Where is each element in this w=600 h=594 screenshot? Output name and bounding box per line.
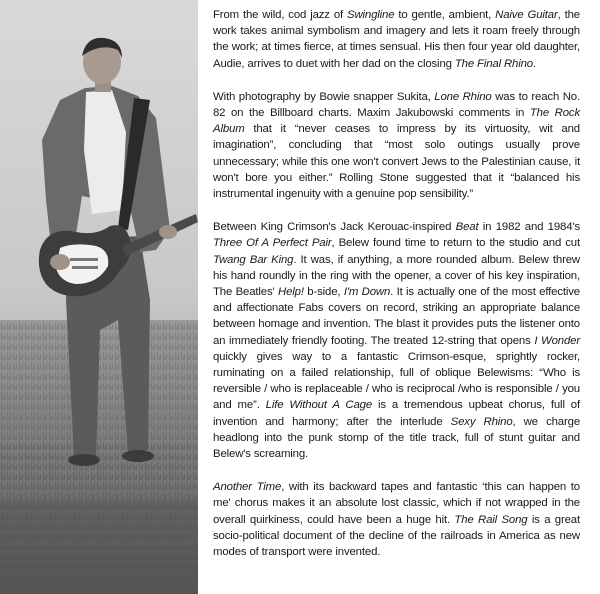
text-run: , Belew found time to return to the studio and cut xyxy=(331,237,580,250)
italic-title: Three Of A Perfect Pair xyxy=(213,237,332,250)
text-run: that it “never ceases to impress by its virtuosity, wit and imagination”, concluding that “most solo outings usually prove unnecessary; while this one won't convert Jews to the Palestinian cause, it won't bore you either.” Rolling Stone suggested that it “balanced his instrumental ingenuity with a genuine pop sensibility.” xyxy=(213,123,580,201)
text-run: quickly gives way to a fantastic Crimson-esque, sprightly rocker, ruminating on a failed relationship, full of oblique Belewisms: “Who is reversible / who is replaceable / who is reciprocal /who is responsible / you and me”. xyxy=(213,350,580,412)
article-text xyxy=(213,7,580,560)
italic-title: The Final Rhino xyxy=(454,57,533,70)
text-run: , with its backward tapes and fantastic ‘this can happen to me' chorus makes it an absolute lost classic, which if not wrapped in the overall quirkiness, could have been a huge hit. xyxy=(213,481,580,526)
text-run: , the work takes animal symbolism and imagery and lets it roam freely through the work; at times fierce, at times sensual. His then four year old daughter, Audie, arrives to duet with her dad on the closing xyxy=(213,9,580,70)
paragraph-2 xyxy=(213,89,580,202)
text-run: to gentle, ambient, xyxy=(394,9,496,21)
text-run: in 1982 and 1984's xyxy=(478,221,580,234)
man-with-guitar-photo xyxy=(0,0,198,594)
paragraph-4 xyxy=(213,479,580,560)
text-run: . It is actually one of the most effective and affectionate Fabs covers on record, striking an appropriate balance between homage and invention. The blast it provides puts the listener onto an immediately friendly footing. The treated 12-string that opens xyxy=(213,286,580,347)
text-run: , we charge headlong into the punk stomp of the title track, full of stunt guitar and Belew's screaming. xyxy=(213,415,581,461)
text-run: With photography by Bowie snapper Sukita, xyxy=(213,90,435,103)
italic-title: Another Time xyxy=(213,481,282,494)
text-run: . It was, if anything, a more rounded album. Belew threw his hand roundly in the ring with the opener, a cover of his key inspiration, The Beatles' xyxy=(213,253,580,299)
text-run: is a tremendous upbeat chorus, full of invention and harmony; after the interlude xyxy=(213,399,580,428)
italic-title: I'm Down xyxy=(343,286,391,299)
italic-title: Naive Guitar xyxy=(495,9,558,21)
italic-title: The Rail Song xyxy=(454,513,528,526)
text-run: is a great socio-political document of the decline of the railroads in America as new modes of transport were invented. xyxy=(213,513,581,559)
text-run: From the wild, cod jazz of xyxy=(213,9,347,21)
text-run: was to reach No. 82 on the Billboard charts. Maxim Jakubowski comments in xyxy=(213,90,580,120)
paragraph-1 xyxy=(213,7,580,72)
paragraph-3 xyxy=(213,219,580,462)
italic-title: Swingline xyxy=(347,9,395,21)
italic-title: The Rock Album xyxy=(213,107,581,136)
italic-title: Life Without A Cage xyxy=(265,399,373,412)
text-run: Between King Crimson's Jack Kerouac-inspired xyxy=(213,221,456,234)
text-run: b-side, xyxy=(303,286,344,299)
text-run: . xyxy=(533,57,537,70)
italic-title: Beat xyxy=(455,221,479,234)
italic-title: Twang Bar King xyxy=(213,253,294,266)
italic-title: I Wonder xyxy=(534,334,581,347)
italic-title: Lone Rhino xyxy=(434,90,492,103)
italic-title: Sexy Rhino xyxy=(450,415,513,428)
italic-title: Help! xyxy=(278,286,304,299)
